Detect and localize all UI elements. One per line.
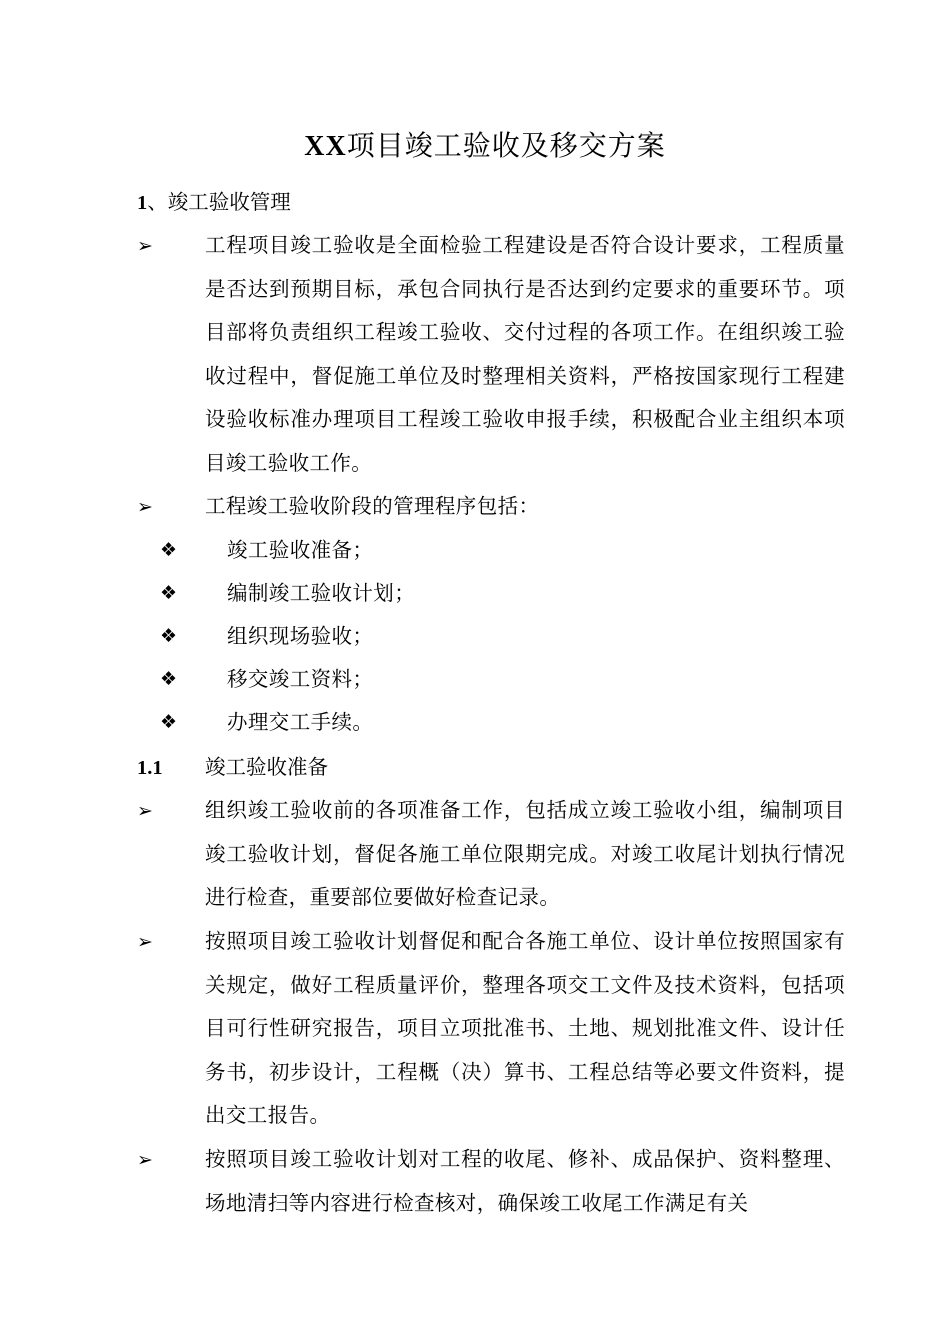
arrow-bullet-icon: ➢: [137, 235, 153, 257]
arrow-bullet-icon: ➢: [137, 496, 153, 518]
title-text: 项目竣工验收及移交方案: [346, 129, 666, 162]
procedure-step: 组织现场验收；: [227, 624, 374, 648]
arrow-bullet-icon: ➢: [137, 931, 153, 953]
document-title: [0, 128, 950, 165]
paragraph-preparation: 组织竣工验收前的各项准备工作，包括成立竣工验收小组，编制项目竣工验收计划，督促各施工单位限期完成。对竣工收尾计划执行情况进行检查，重要部位要做好检查记录。: [205, 798, 845, 909]
arrow-bullet-icon: ➢: [137, 1149, 153, 1171]
diamond-bullet-icon: ❖: [160, 582, 178, 604]
section-number: 1.1: [137, 757, 163, 779]
section-separator: 、: [147, 190, 168, 214]
diamond-bullet-icon: ❖: [160, 668, 178, 690]
paragraph-procedure: 工程竣工验收阶段的管理程序包括：: [205, 494, 540, 518]
title-prefix: XX: [304, 131, 347, 162]
arrow-bullet-icon: ➢: [137, 800, 153, 822]
paragraph-inspection: 按照项目竣工验收计划对工程的收尾、修补、成品保护、资料整理、场地清扫等内容进行检查核对，确保竣工收尾工作满足有关: [205, 1147, 845, 1215]
section-heading-1: [137, 187, 291, 218]
procedure-step: 编制竣工验收计划；: [227, 581, 416, 605]
procedure-step: 移交竣工资料；: [227, 667, 374, 691]
paragraph-documents: 按照项目竣工验收计划督促和配合各施工单位、设计单位按照国家有关规定，做好工程质量评价，整理各项交工文件及技术资料，包括项目可行性研究报告，项目立项批准书、土地、规划批准文件、设计任务书，初步设计，工程概（决）算书、工程总结等必要文件资料，提出交工报告。: [205, 929, 845, 1127]
diamond-bullet-icon: ❖: [160, 539, 178, 561]
section-heading-1-1: [137, 752, 328, 783]
section-number: 1: [137, 192, 148, 214]
paragraph-intro: 工程项目竣工验收是全面检验工程建设是否符合设计要求，工程质量是否达到预期目标，承包合同执行是否达到约定要求的重要环节。项目部将负责组织工程竣工验收、交付过程的各项工作。在组织竣工验收过程中，督促施工单位及时整理相关资料，严格按国家现行工程建设验收标准办理项目工程竣工验收申报手续，积极配合业主组织本项目竣工验收工作。: [205, 233, 845, 475]
diamond-bullet-icon: ❖: [160, 711, 178, 733]
section-label: 竣工验收管理: [167, 190, 291, 214]
section-label: 竣工验收准备: [205, 755, 328, 779]
procedure-step: 竣工验收准备；: [227, 538, 374, 562]
procedure-step: 办理交工手续。: [227, 710, 374, 734]
diamond-bullet-icon: ❖: [160, 625, 178, 647]
